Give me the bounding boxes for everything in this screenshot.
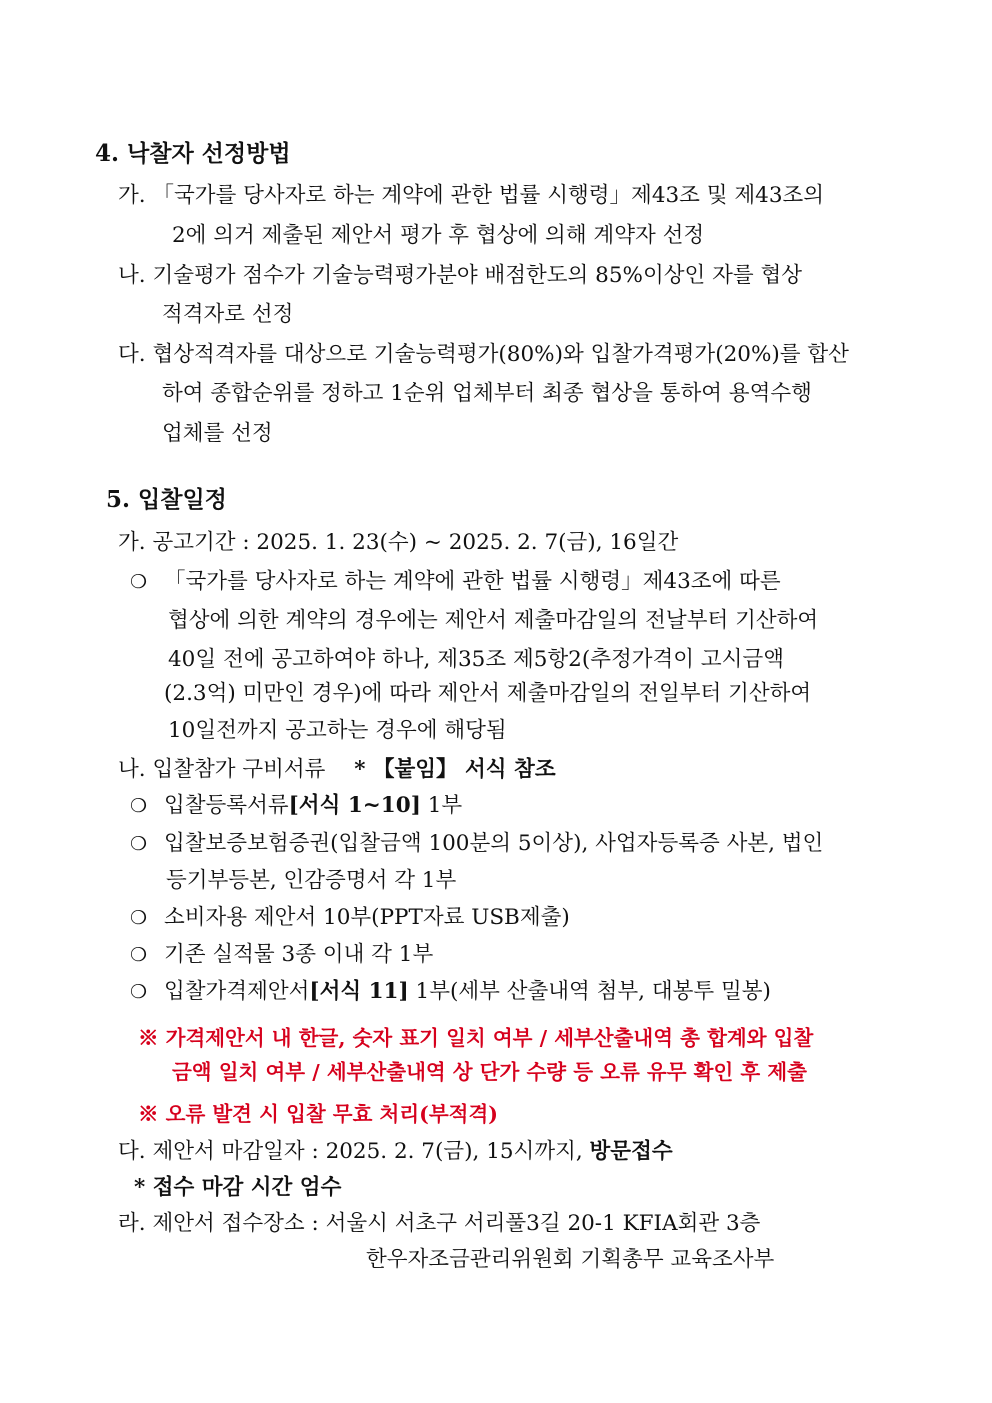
sec4-item-a-line1: 가. 「국가를 당사자로 하는 계약에 관한 법률 시행령」제43조 및 제43조의 [118,183,825,208]
doc-item-3: ❍ 소비자용 제안서 10부(PPT자료 USB제출) [130,905,570,930]
sec4-item-c-line1: 다. 협상적격자를 대상으로 기술능력평가(80%)와 입찰가격평가(20%)를 합산 [118,342,849,367]
warning-2: ※ 오류 발견 시 입찰 무효 처리(부적격) [138,1102,498,1126]
sec5-item-b [118,756,556,784]
sec4-item-c-line3: 업체를 선정 [162,421,273,446]
warning-1-line1: ※ 가격제안서 내 한글, 숫자 표기 일치 여부 / 세부산출내역 총 합계와 입찰 [138,1026,814,1050]
sec5-item-d-line1: 라. 제안서 접수장소 : 서울시 서초구 서리풀3길 20-1 KFIA회관 3층 [118,1211,761,1236]
warning-1-line2: 금액 일치 여부 / 세부산출내역 상 단가 수량 등 오류 유무 확인 후 제출 [172,1060,807,1084]
doc-item-4: ❍ 기존 실적물 3종 이내 각 1부 [130,942,434,967]
sec4-item-a-line2: 2에 의거 제출된 제안서 평가 후 협상에 의해 계약자 선정 [172,223,705,248]
sec4-item-b-line1: 나. 기술평가 점수가 기술능력평가분야 배점한도의 85%이상인 자를 협상 [118,263,802,288]
visit-submission: 방문접수 [589,1139,673,1164]
sec5-item-a: 가. 공고기간 : 2025. 1. 23(수) ~ 2025. 2. 7(금), 16일간 [118,530,679,555]
sec5-item-c: 다. 제안서 마감일자 : 2025. 2. 7(금), 15시까지, 방문접수 [118,1139,673,1164]
sec4-item-c-line2: 하여 종합순위를 정하고 1순위 업체부터 최종 협상을 통하여 용역수행 [162,381,812,406]
doc-item-2-line1: ❍ 입찰보증보험증권(입찰금액 100분의 5이상), 사업자등록증 사본, 법인 [130,831,824,856]
section-4-title: 4. 낙찰자 선정방법 [95,140,291,167]
sec5-item-b-label: 나. 입찰참가 구비서류 [118,757,326,782]
circle-bullet-icon: ❍ [130,944,148,966]
doc-item-1: ❍ 입찰등록서류[서식 1~10] 1부 [130,793,463,818]
sec5-note-line5: 10일전까지 공고하는 경우에 해당됨 [168,718,507,743]
sec5-item-b-note: * 【붙임】 서식 참조 [354,757,556,782]
circle-bullet-icon: ❍ [130,795,148,817]
sec5-item-c-note: * 접수 마감 시간 엄수 [134,1175,342,1200]
doc-item-5: ❍ 입찰가격제안서[서식 11] 1부(세부 산출내역 첨부, 대봉투 밀봉) [130,979,771,1004]
sec5-note-line3: 40일 전에 공고하여야 하나, 제35조 제5항2(추정가격이 고시금액 [168,647,784,672]
sec5-note-line1: ❍ 「국가를 당사자로 하는 계약에 관한 법률 시행령」제43조에 따른 [130,569,781,594]
sec5-note-line2: 협상에 의한 계약의 경우에는 제안서 제출마감일의 전날부터 기산하여 [168,608,819,633]
section-5-title: 5. 입찰일정 [106,486,227,513]
doc-item-2-line2: 등기부등본, 인감증명서 각 1부 [166,868,457,893]
circle-bullet-icon: ❍ [130,571,148,593]
sec5-item-d-line2: 한우자조금관리위원회 기획총무 교육조사부 [366,1247,775,1272]
circle-bullet-icon: ❍ [130,907,148,929]
circle-bullet-icon: ❍ [130,833,148,855]
sec4-item-b-line2: 적격자로 선정 [162,302,294,327]
circle-bullet-icon: ❍ [130,981,148,1003]
sec5-note-line4: (2.3억) 미만인 경우)에 따라 제안서 제출마감일의 전일부터 기산하여 [164,681,812,706]
